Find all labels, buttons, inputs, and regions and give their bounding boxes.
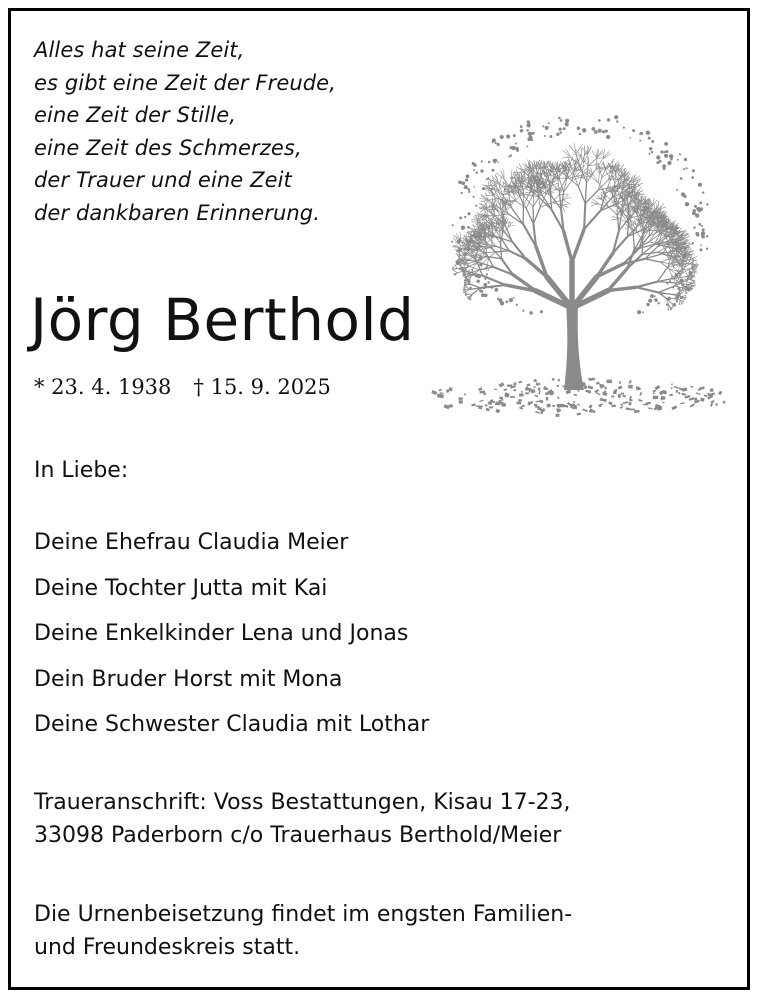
mourner-line: Deine Tochter Jutta mit Kai xyxy=(34,575,328,601)
mourner-line: Deine Schwester Claudia mit Lothar xyxy=(34,712,430,737)
poem-line: es gibt eine Zeit der Freude, xyxy=(34,70,336,95)
address-line: 33098 Paderborn c/o Trauerhaus Berthold/Meier xyxy=(34,823,562,848)
poem-line: der Trauer und eine Zeit xyxy=(34,168,292,192)
tree-icon xyxy=(428,108,732,440)
mourner-line: Dein Bruder Horst mit Mona xyxy=(34,666,343,692)
poem-line: eine Zeit des Schmerzes, xyxy=(34,135,302,160)
death-date: † 15. 9. 2025 xyxy=(193,375,331,399)
closing-line: Die Urnenbeisetzung findet im engsten Familien- xyxy=(34,902,573,927)
burial-note xyxy=(34,898,572,964)
life-dates xyxy=(34,372,331,402)
mourners-intro: In Liebe: xyxy=(34,458,129,483)
poem xyxy=(34,34,336,229)
mourners-list xyxy=(34,520,429,748)
closing-line: und Freundeskreis statt. xyxy=(34,935,301,960)
mourner-line: Deine Ehefrau Claudia Meier xyxy=(34,530,349,555)
mourner-line: Deine Enkelkinder Lena und Jonas xyxy=(34,621,409,646)
poem-line: Alles hat seine Zeit, xyxy=(34,38,245,62)
deceased-name: Jörg Berthold xyxy=(30,286,415,354)
poem-line: der dankbaren Erinnerung. xyxy=(34,200,320,225)
birth-date: * 23. 4. 1938 xyxy=(34,375,172,399)
mourning-address xyxy=(34,786,571,852)
address-line: Traueranschrift: Voss Bestattungen, Kisau 17-23, xyxy=(34,790,571,815)
poem-line: eine Zeit der Stille, xyxy=(34,103,237,127)
